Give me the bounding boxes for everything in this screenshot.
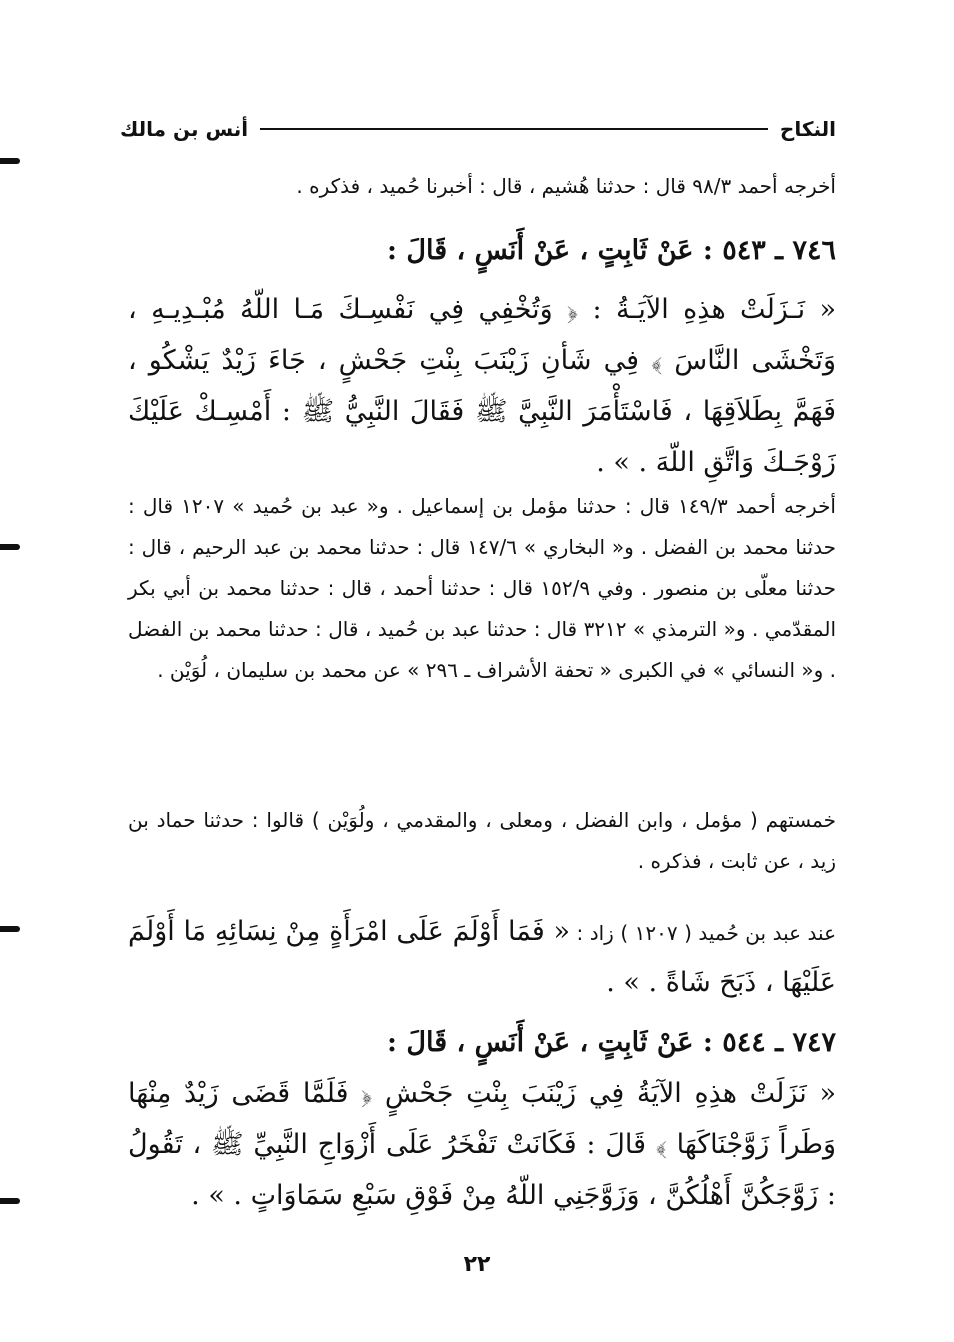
takhrij-paragraph: أخرجه أحمد ١٤٩/٣ قال : حدثنا مؤمل بن إسماعيل . و« عبد بن حُميد » ١٢٠٧ قال : حدثنا محمد بن الفضل . و« البخاري » ١٤٧/٦ قال : حدثنا محمد بن عبد الرحيم ، قال : حدثنا معلّى بن منصور . وفي ١٥٢/٩ قال : حدثنا أحمد ، قال : حدثنا محمد بن أبي بكر المقدّمي . و« الترمذي » ٣٢١٢ قال : حدثنا عبد بن حُميد ، قال : حدثنا محمد بن الفضل . و« النسائي » في الكبرى « تحفة الأشراف ـ ٢٩٦ » عن محمد بن سليمان ، لُوَيْن . [128, 494, 837, 682]
header-rule [260, 128, 768, 130]
hadith-747-heading: ٧٤٧ ـ ٥٤٤ : عَنْ ثَابِتٍ ، عَنْ أَنَسٍ ، قَالَ : [387, 1027, 836, 1058]
addition-lead: عند عبد بن حُميد ( ١٢٠٧ ) زاد : [570, 921, 837, 945]
takhrij-paragraph: أخرجه أحمد ٩٨/٣ قال : حدثنا هُشيم ، قال : أخبرنا حُميد ، فذكره . [296, 174, 836, 198]
margin-mark [0, 1198, 20, 1204]
hadith-746-heading: ٧٤٦ ـ ٥٤٣ : عَنْ ثَابِتٍ ، عَنْ أَنَسٍ ، قَالَ : [387, 235, 836, 266]
chapter-title: النكاح [779, 117, 836, 141]
page-number: ٢٢ [463, 1252, 491, 1277]
book-title: أنس بن مالك [120, 117, 249, 141]
addition-text: « فَمَا أَوْلَمَ عَلَى امْرَأَةٍ مِنْ نِسَائِهِ مَا أَوْلَمَ عَلَيْهَا ، ذَبَحَ شَاةً . » . [128, 916, 836, 998]
hadith-746-text: « نَـزَلَتْ هذِهِ الآيَـةُ : ﴿ وَتُخْفِي فِي نَفْسِـكَ مَـا اللّهُ مُبْـدِيـهِ ، وَتَخْشَى النَّاسَ ﴾ فِي شَأنِ زَيْنَبَ بِنْتِ جَحْشٍ ، جَاءَ زَيْدٌ يَشْكُو ، فَهَمَّ بِطَلاَقِهَا ، فَاسْتَأْمَرَ النَّبِيَّ ﷺ فَقَالَ النَّبِيُّ ﷺ : أَمْسِـكْ عَلَيْكَ زَوْجَـكَ وَاتَّقِ اللّهَ . » . [128, 294, 836, 478]
takhrij-paragraph: خمستهم ( مؤمل ، وابن الفضل ، ومعلى ، والمقدمي ، ولُوَيْن ) قالوا : حدثنا حماد بن زيد ، عن ثابت ، فذكره . [128, 808, 836, 873]
running-header [120, 112, 836, 146]
margin-mark [0, 926, 20, 932]
hadith-747-text: « نَزَلَتْ هذِهِ الآيَةُ فِي زَيْنَبَ بِنْتِ جَحْشٍ ﴿ فَلَمَّا قَضَى زَيْدٌ مِنْهَا وَطَراً زَوَّجْنَاكَهَا ﴾ قَالَ : فَكَانَتْ تَفْخَرُ عَلَى أَزْوَاجِ النَّبِيِّ ﷺ ، تَقُولُ : زَوَّجَكُنَّ أَهْلُكُنَّ ، وَزَوَّجَنِي اللّهُ مِنْ فَوْقِ سَبْعِ سَمَاوَاتٍ . » . [128, 1078, 836, 1211]
addition-paragraph [128, 906, 836, 1008]
margin-mark [0, 158, 20, 164]
margin-mark [0, 544, 20, 550]
